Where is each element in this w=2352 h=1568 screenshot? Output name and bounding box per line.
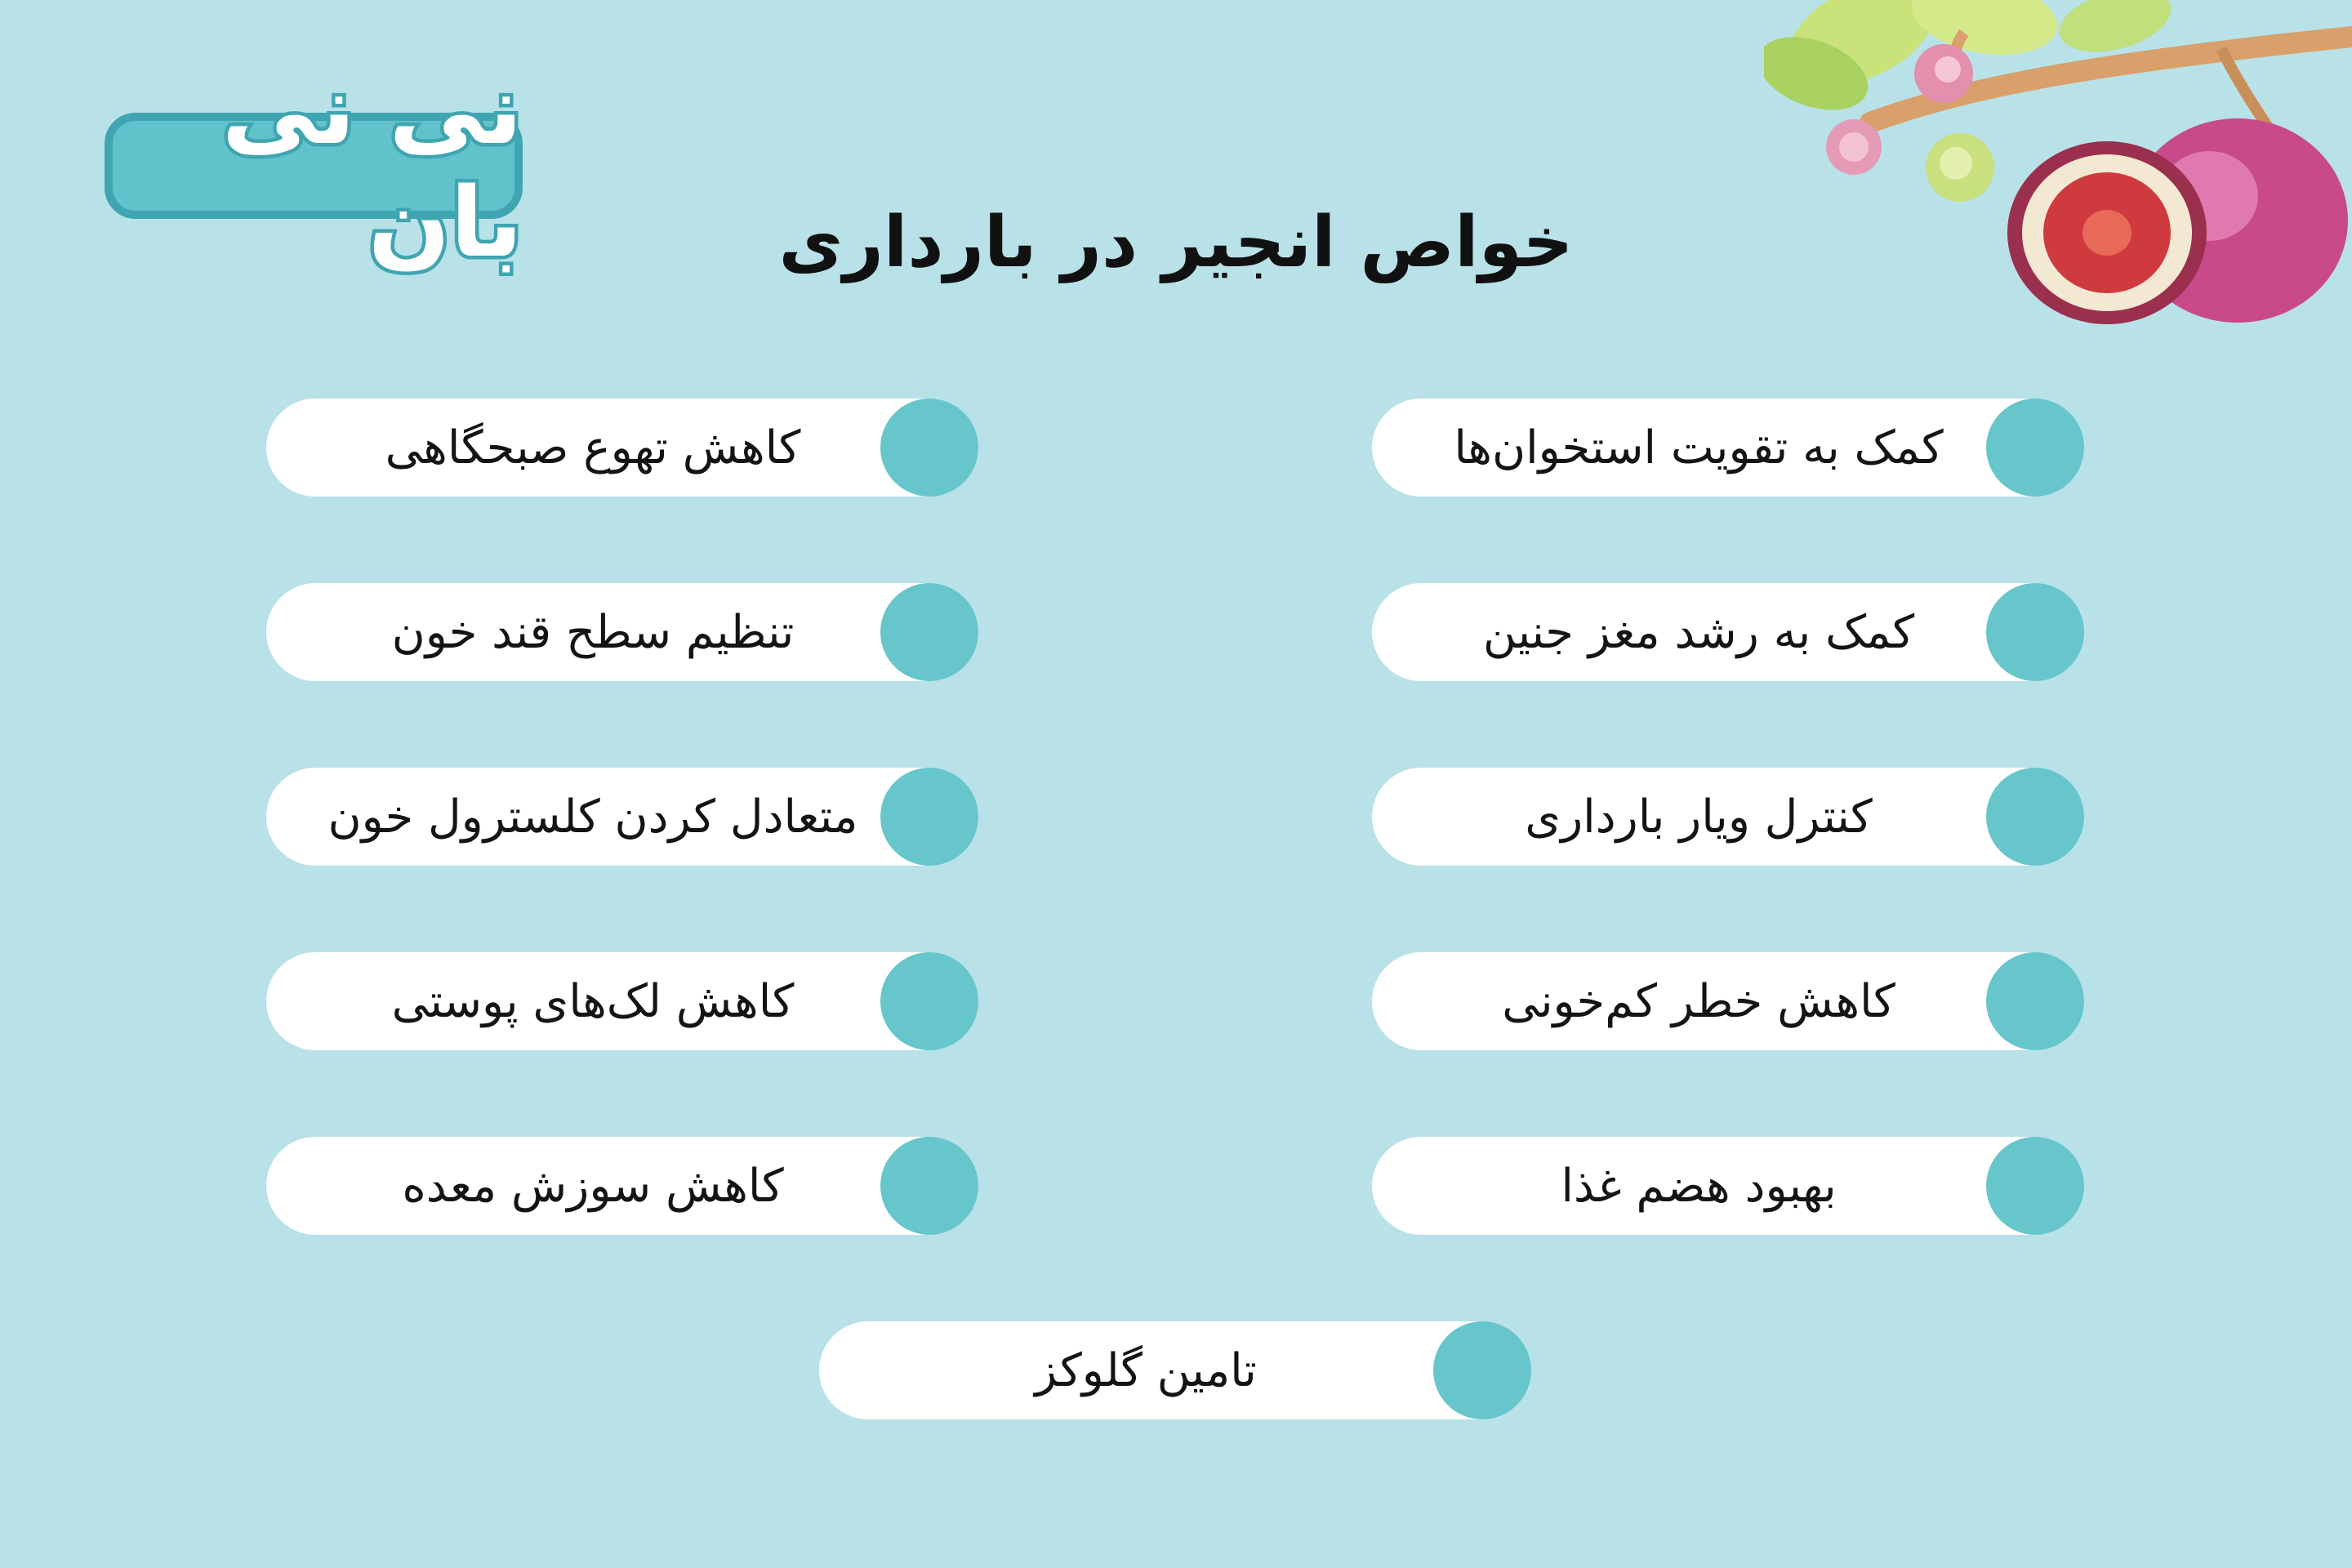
- benefit-item-1: [1372, 399, 2084, 497]
- bullet-circle-icon: [880, 768, 978, 866]
- benefit-label: کاهش سوزش معده: [402, 1159, 784, 1213]
- bullet-circle-icon: [1986, 1137, 2084, 1235]
- bullet-circle-icon: [1986, 583, 2084, 681]
- benefit-label: کنترل ویار بارداری: [1525, 790, 1873, 844]
- benefit-item-10: [266, 1137, 978, 1235]
- bullet-circle-icon: [1986, 399, 2084, 497]
- benefit-item-2: [1372, 583, 2084, 681]
- bullet-circle-icon: [1986, 768, 2084, 866]
- benefit-item-6: [266, 399, 978, 497]
- page-title: خواص انجیر در بارداری: [778, 202, 1574, 283]
- bullet-circle-icon: [880, 583, 978, 681]
- benefit-item-5: [1372, 1137, 2084, 1235]
- bullet-circle-icon: [1433, 1321, 1531, 1419]
- benefit-label: تنظیم سطح قند خون: [391, 605, 795, 659]
- brand-logo[interactable]: [105, 53, 523, 278]
- bullet-circle-icon: [880, 399, 978, 497]
- benefit-label: کاهش تهوع صبحگاهی: [385, 421, 801, 474]
- benefit-label: بهبود هضم غذا: [1561, 1159, 1837, 1213]
- bullet-circle-icon: [880, 952, 978, 1050]
- benefit-item-4: [1372, 952, 2084, 1050]
- benefit-item-8: [266, 768, 978, 866]
- benefit-label: کاهش لک‌های پوستی: [391, 974, 795, 1028]
- benefit-label: تامین گلوکز: [1035, 1343, 1257, 1397]
- benefit-item-11: [819, 1321, 1531, 1419]
- logo-text: نی نی بان: [221, 53, 523, 278]
- benefit-label: کمک به تقویت استخوان‌ها: [1454, 421, 1944, 474]
- benefit-item-7: [266, 583, 978, 681]
- bullet-circle-icon: [880, 1137, 978, 1235]
- bullet-circle-icon: [1986, 952, 2084, 1050]
- benefit-label: متعادل کردن کلسترول خون: [327, 790, 858, 844]
- benefit-label: کمک به رشد مغز جنین: [1482, 605, 1915, 659]
- benefit-item-3: [1372, 768, 2084, 866]
- benefit-label: کاهش خطر کم‌خونی: [1502, 974, 1895, 1028]
- fig-illustration: [1764, 0, 2352, 343]
- benefit-item-9: [266, 952, 978, 1050]
